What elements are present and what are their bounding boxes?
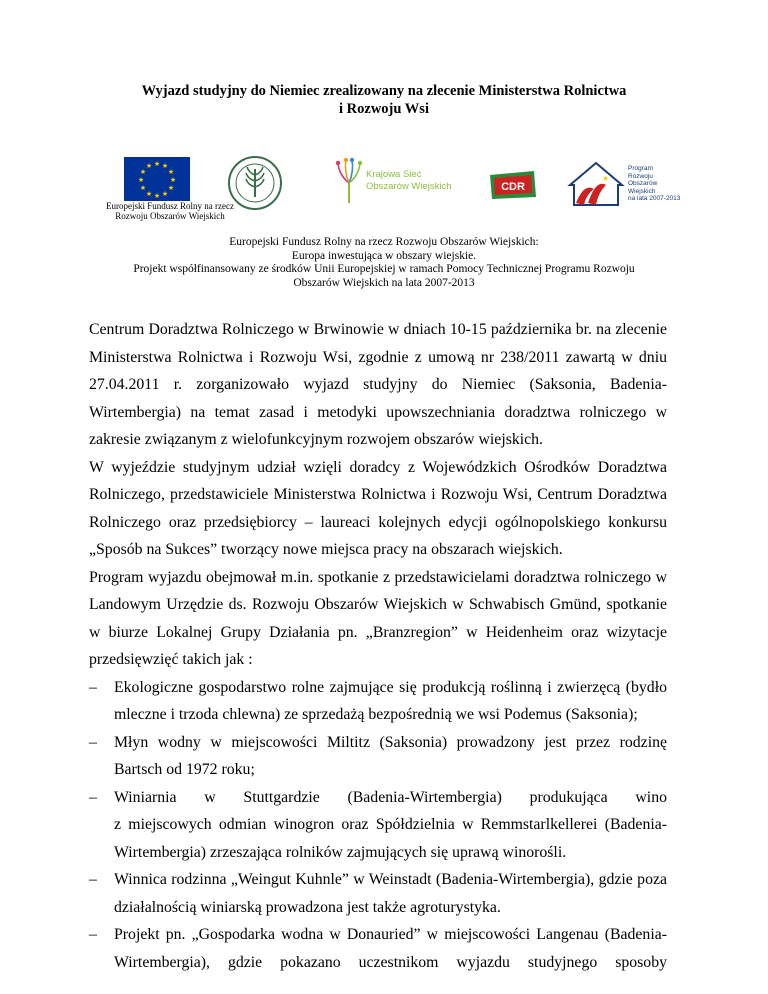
prow-text-1: Program	[628, 165, 653, 172]
prow-text-5: na lata 2007-2013	[628, 195, 681, 202]
list-item-line: – Winiarnia w Stuttgardzie (Badenia-Wirtembergia) produkująca wino	[114, 788, 667, 806]
paragraph-participants: W wyjeździe studyjnym udział wzięli doradcy z Wojewódzkich Ośrodków Doradztwa Rolniczego, przedstawiciele Ministerstwa Rolnictwa i Rozwoju Wsi, Centrum Doradztwa Rolniczego oraz przedsiębiorcy – laureaci kolejnych edycji ogólnopolskiego konkursu „Sposób na Sukces” tworzący nowe miejsca pracy na obszarach wiejskich.	[89, 458, 667, 558]
list-item: – Winnica rodzinna „Weingut Kuhnle” w Weinstadt (Badenia-Wirtembergia), gdzie poza działalnością winiarską prowadzona jest także agroturystyka.	[89, 866, 667, 921]
ksow-text-2: Obszarów Wiejskich	[366, 181, 452, 192]
paragraph-intro: Centrum Doradztwa Rolniczego w Brwinowie w dniach 10-15 października br. na zlecenie Ministerstwa Rolnictwa i Rozwoju Wsi, zgodnie z umową nr 238/2011 zawartą w dniu 27.04.2011 r. zorganizowało wyjazd studyjny do Niemiec (Saksonia, Badenia-Wirtembergia) na temat zasad i metodyki upowszechniania doradztwa rolniczego w zakresie związanym z wielofunkcyjnym rozwojem obszarów wiejskich.	[89, 321, 667, 448]
list-item: – Ekologiczne gospodarstwo rolne zajmujące się produkcją roślinną i zwierzęcą (bydło mleczne i trzoda chlewna) ze sprzedażą bezpośrednią we wsi Podemus (Saksonia);	[89, 674, 667, 729]
funding-line-3: Projekt współfinansowany ze środków Unii Europejskiej w ramach Pomocy Technicznej Programu Rozwoju	[133, 263, 635, 275]
svg-text:★: ★	[161, 162, 169, 170]
svg-text:★: ★	[169, 176, 177, 184]
list-item-rest: z miejscowych odmian winogron oraz Spółdzielnia w Remmstarlkellerei (Badenia-Wirtembergia) zrzeszająca rolników zajmujących się uprawą winorośli.	[114, 816, 667, 861]
cdr-text: CDR	[501, 181, 525, 193]
funding-line-1: Europejski Fundusz Rolny na rzecz Rozwoju Obszarów Wiejskich:	[229, 236, 539, 248]
list-item	[89, 784, 667, 867]
document-title	[0, 82, 768, 118]
prow-text-3: Obszarów	[628, 180, 658, 187]
svg-text:★: ★	[145, 190, 153, 198]
list-item: – Projekt pn. „Gospodarka wodna w Donauried” w miejscowości Langenau (Badenia-Wirtembergia), gdzie pokazano uczestnikom wyjazdu studyjnego sposoby	[89, 921, 667, 976]
prow-text-2: Rozwoju	[628, 172, 653, 180]
prow-text	[628, 165, 680, 203]
svg-text:★: ★	[161, 190, 169, 198]
svg-text:★: ★	[153, 160, 161, 168]
funding-line-4: Obszarów Wiejskich na lata 2007-2013	[293, 276, 475, 289]
title-line-1: Wyjazd studyjny do Niemiec zrealizowany na zlecenie Ministerstwa Rolnictwa	[141, 83, 627, 99]
svg-text:★: ★	[137, 176, 145, 184]
funding-notice	[60, 236, 708, 290]
cdr-logo	[487, 169, 537, 201]
svg-text:★: ★	[602, 174, 610, 183]
eu-flag-logo	[124, 157, 190, 201]
article-body	[89, 316, 667, 976]
title-line-2: i Rozwoju Wsi	[339, 101, 429, 117]
visits-list	[89, 674, 667, 977]
svg-text:★: ★	[167, 184, 175, 192]
svg-text:★: ★	[139, 184, 147, 192]
svg-text:★: ★	[167, 168, 175, 176]
prow-logo	[566, 159, 626, 209]
svg-text:★: ★	[145, 162, 153, 170]
eu-fund-caption: Europejski Fundusz Rolny na rzecz Rozwoju Obszarów Wiejskich	[106, 201, 234, 221]
paragraph-program: Program wyjazdu obejmował m.in. spotkanie z przedstawicielami doradztwa rolniczego w Landowym Urzędzie ds. Rozwoju Obszarów Wiejskich w Schwabisch Gmünd, spotkanie w biurze Lokalnej Grupy Działania pn. „Branzregion” w Heidenheim oraz wizytacje przedsięwzięć takich jak :	[89, 568, 667, 668]
svg-text:★: ★	[153, 192, 161, 200]
prow-text-4: Wiejskich	[628, 187, 656, 195]
ksow-text	[366, 169, 452, 193]
ksow-logo	[334, 157, 364, 205]
ksow-text-1: Krajowa Sieć	[366, 169, 422, 180]
list-item: – Młyn wodny w miejscowości Miltitz (Saksonia) prowadzony jest przez rodzinę Bartsch od 1972 roku;	[89, 729, 667, 784]
funding-line-2: Europa inwestująca w obszary wiejskie.	[291, 249, 477, 262]
svg-text:★: ★	[139, 168, 147, 176]
